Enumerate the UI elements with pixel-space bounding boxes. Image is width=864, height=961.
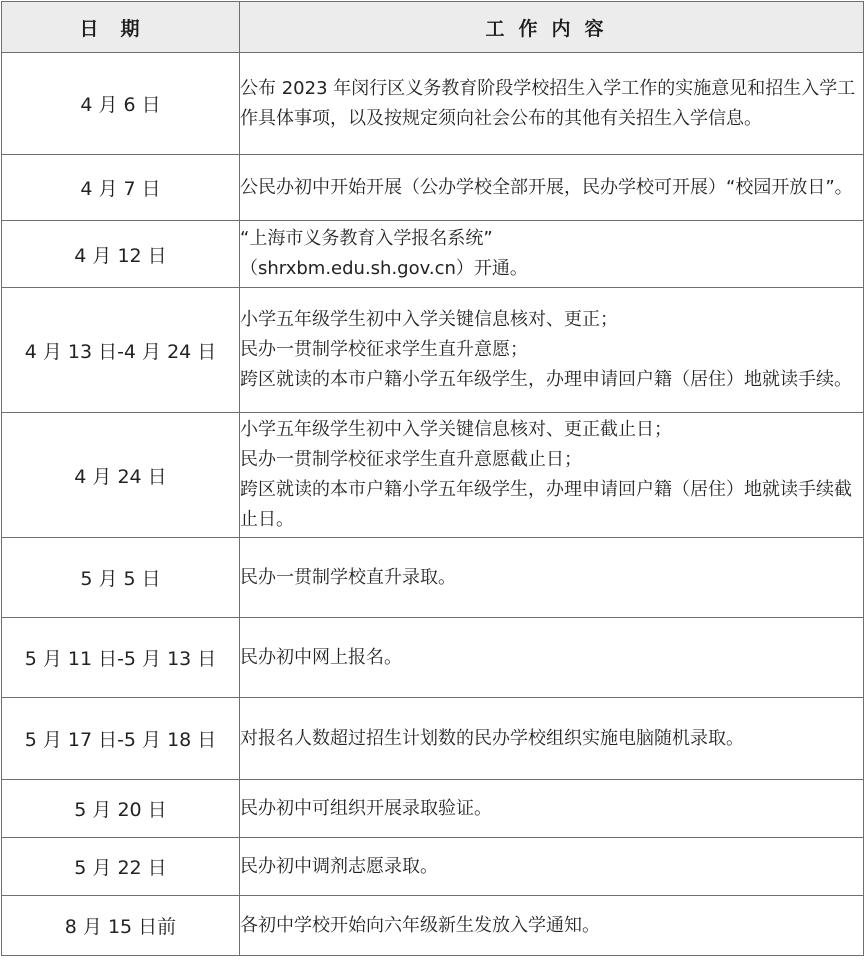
- content-line: 对报名人数超过招生计划数的民办学校组织实施电脑随机录取。: [240, 727, 744, 749]
- content-line: “上海市义务教育入学报名系统”: [240, 228, 493, 249]
- content-column-header: 工作内容: [240, 2, 864, 53]
- table-row: [2, 53, 864, 155]
- content-cell: [240, 155, 864, 221]
- content-cell: [240, 618, 864, 698]
- table-row: [2, 413, 864, 538]
- date-cell: 8 月 15 日前: [2, 896, 240, 956]
- table-row: [2, 698, 864, 780]
- content-cell: [240, 538, 864, 618]
- table-row: [2, 221, 864, 288]
- content-cell: [240, 413, 864, 538]
- content-line: 民办一贯制学校直升录取。: [240, 566, 456, 588]
- content-line: 民办初中网上报名。: [240, 646, 402, 668]
- content-line: 民办初中调剂志愿录取。: [240, 855, 438, 877]
- date-cell: 4 月 12 日: [2, 221, 240, 288]
- table-row: [2, 155, 864, 221]
- table-row: [2, 896, 864, 956]
- table-body: [2, 53, 864, 956]
- content-line: 跨区就读的本市户籍小学五年级学生，办理申请回户籍（居住）地就读手续截止日。: [240, 479, 852, 530]
- content-line: 公布 2023 年闵行区义务教育阶段学校招生入学工作的实施意见和招生入学工作具体事项，以及按规定须向社会公布的其他有关招生入学信息。: [240, 77, 856, 129]
- content-line: （shrxbm.edu.sh.gov.cn）开通。: [240, 258, 528, 279]
- table-row: [2, 538, 864, 618]
- content-line: 各初中学校开始向六年级新生发放入学通知。: [240, 914, 600, 936]
- content-cell: [240, 53, 864, 155]
- date-cell: 4 月 24 日: [2, 413, 240, 538]
- content-cell: [240, 288, 864, 413]
- content-cell: [240, 780, 864, 838]
- date-cell: 4 月 6 日: [2, 53, 240, 155]
- date-cell: 5 月 20 日: [2, 780, 240, 838]
- content-line: 公民办初中开始开展（公办学校全部开展，民办学校可开展）“校园开放日”。: [240, 176, 853, 198]
- content-cell: [240, 698, 864, 780]
- date-cell: 5 月 22 日: [2, 838, 240, 896]
- date-cell: 5 月 5 日: [2, 538, 240, 618]
- table-row: [2, 780, 864, 838]
- date-cell: 5 月 17 日-5 月 18 日: [2, 698, 240, 780]
- table-row: [2, 838, 864, 896]
- content-line: 小学五年级学生初中入学关键信息核对、更正；: [240, 309, 618, 330]
- content-line: 民办一贯制学校征求学生直升意愿；: [240, 339, 528, 360]
- content-line: 民办初中可组织开展录取验证。: [240, 797, 492, 819]
- table-row: [2, 618, 864, 698]
- content-line: 跨区就读的本市户籍小学五年级学生，办理申请回户籍（居住）地就读手续。: [240, 369, 852, 390]
- content-line: 小学五年级学生初中入学关键信息核对、更正截止日；: [240, 419, 672, 440]
- date-cell: 5 月 11 日-5 月 13 日: [2, 618, 240, 698]
- content-cell: [240, 838, 864, 896]
- date-column-header: 日期: [2, 2, 240, 53]
- table-row: [2, 288, 864, 413]
- admission-schedule-table: [1, 1, 864, 956]
- content-cell: [240, 896, 864, 956]
- content-cell: [240, 221, 864, 288]
- date-cell: 4 月 13 日-4 月 24 日: [2, 288, 240, 413]
- content-line: 民办一贯制学校征求学生直升意愿截止日；: [240, 449, 582, 470]
- table-header-row: [2, 2, 864, 53]
- date-cell: 4 月 7 日: [2, 155, 240, 221]
